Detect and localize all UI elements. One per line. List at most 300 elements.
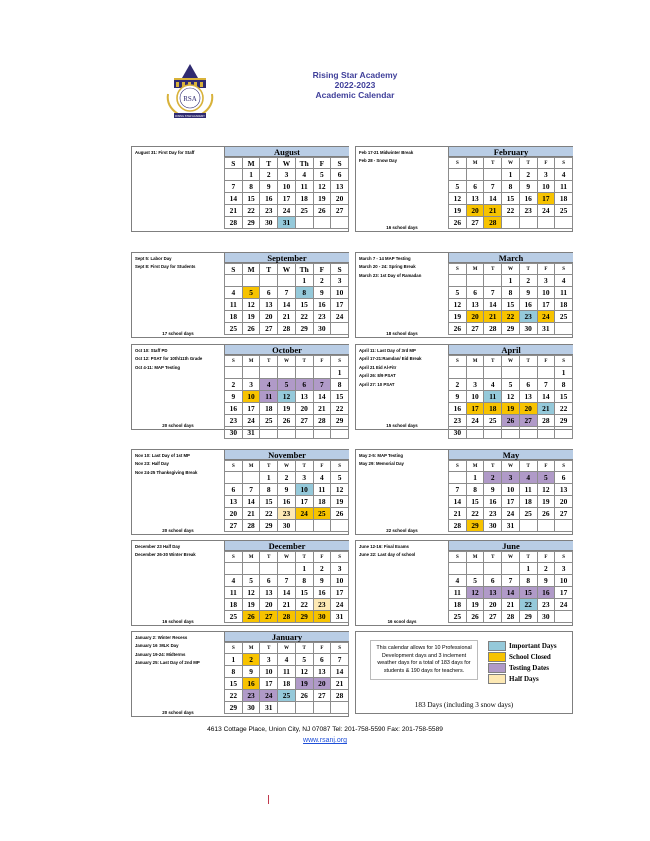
day-cell: 20 [466, 205, 484, 217]
weekday-header: M [466, 461, 484, 472]
day-cell: 21 [225, 205, 243, 217]
day-cell: 26 [466, 611, 484, 623]
weekday-header: Th [295, 158, 313, 169]
weekday-header: S [331, 158, 349, 169]
event-note: Sept 8: First Day for Students [135, 264, 196, 270]
day-cell: 4 [225, 575, 243, 587]
week-row [225, 472, 349, 484]
day-cell: 6 [260, 575, 278, 587]
day-cell: 8 [555, 379, 573, 391]
empty-cell [295, 702, 313, 714]
day-cell: 19 [466, 599, 484, 611]
weekday-header: T [519, 158, 537, 169]
day-cell: 17 [502, 496, 520, 508]
school-days-count: 18 school days [386, 331, 418, 336]
day-cell: 27 [484, 611, 502, 623]
day-cell: 15 [466, 496, 484, 508]
empty-cell [313, 427, 331, 439]
day-cell: 18 [225, 599, 243, 611]
month-grid [448, 263, 573, 335]
day-cell: 4 [519, 472, 537, 484]
day-cell: 30 [278, 520, 296, 532]
day-cell: 13 [295, 391, 313, 403]
week-row [449, 599, 573, 611]
weekday-header: T [260, 264, 278, 275]
day-cell: 30 [537, 611, 555, 623]
day-cell: 3 [295, 472, 313, 484]
month-title: October [224, 345, 349, 355]
day-cell: 29 [555, 415, 573, 427]
day-cell: 18 [555, 299, 573, 311]
day-cell: 14 [278, 299, 296, 311]
weekday-header: F [537, 158, 555, 169]
day-cell: 16 [519, 299, 537, 311]
day-cell: 19 [278, 403, 296, 415]
month-title: January [224, 632, 349, 642]
day-cell: 9 [242, 666, 260, 678]
week-row [449, 323, 573, 335]
day-cell: 14 [225, 193, 243, 205]
event-note: April 17-21:Ramdan/ Eid Break [359, 356, 422, 362]
event-note: January 19-24: Midterms [135, 651, 186, 657]
day-cell: 4 [260, 379, 278, 391]
day-cell: 31 [260, 702, 278, 714]
day-cell: 22 [502, 205, 520, 217]
weekday-header: F [313, 461, 331, 472]
empty-cell [502, 217, 520, 229]
school-name: Rising Star Academy [312, 70, 398, 80]
event-note: January 16 :MLK Day [135, 643, 179, 649]
event-note: March 23: 1st Day of Ramadan [359, 272, 422, 278]
day-cell: 1 [242, 169, 260, 181]
week-row [225, 484, 349, 496]
event-note: January 25: Last Day of 2nd MP [135, 660, 200, 666]
empty-cell [295, 367, 313, 379]
week-row [225, 702, 349, 714]
school-days-count: 16 school days [386, 225, 418, 230]
day-cell: 16 [242, 678, 260, 690]
day-cell: 13 [519, 391, 537, 403]
week-row [449, 508, 573, 520]
day-cell: 4 [278, 654, 296, 666]
day-cell: 6 [555, 472, 573, 484]
day-cell: 9 [484, 484, 502, 496]
day-cell: 18 [278, 678, 296, 690]
day-cell: 17 [555, 587, 573, 599]
week-row [449, 415, 573, 427]
day-cell: 12 [331, 484, 349, 496]
day-cell: 11 [260, 391, 278, 403]
weekday-header: S [449, 356, 467, 367]
day-cell: 9 [537, 575, 555, 587]
week-row [449, 587, 573, 599]
day-cell: 13 [225, 496, 243, 508]
month-grid [224, 551, 349, 623]
legend [488, 640, 570, 684]
academy-crest-logo [160, 58, 220, 120]
empty-cell [225, 367, 243, 379]
week-row [449, 205, 573, 217]
weekday-header: W [278, 552, 296, 563]
day-cell: 30 [260, 217, 278, 229]
weekday-header: W [278, 643, 296, 654]
day-cell: 29 [225, 702, 243, 714]
day-cell: 19 [331, 496, 349, 508]
day-cell: 23 [519, 205, 537, 217]
month-notes [132, 541, 224, 625]
day-cell: 22 [519, 599, 537, 611]
day-cell: 28 [502, 611, 520, 623]
day-cell: 8 [502, 181, 520, 193]
school-days-count: 16 scool days [387, 619, 417, 624]
day-cell: 23 [519, 311, 537, 323]
day-cell: 4 [225, 287, 243, 299]
day-cell: 9 [313, 575, 331, 587]
website-link[interactable]: www.rsanj.org [303, 737, 347, 744]
day-cell: 13 [331, 181, 349, 193]
day-cell: 27 [519, 415, 537, 427]
day-cell: 27 [225, 520, 243, 532]
day-cell: 21 [484, 311, 502, 323]
day-cell: 22 [502, 311, 520, 323]
day-cell: 21 [242, 508, 260, 520]
empty-cell [466, 427, 484, 439]
day-cell: 31 [278, 217, 296, 229]
weekday-header: F [313, 643, 331, 654]
weekday-header: T [484, 552, 502, 563]
day-cell: 6 [331, 169, 349, 181]
day-cell: 21 [502, 599, 520, 611]
day-cell: 20 [260, 311, 278, 323]
weekday-header: M [242, 552, 260, 563]
day-cell: 10 [242, 391, 260, 403]
empty-cell [449, 367, 467, 379]
month-block-january [131, 631, 349, 717]
day-cell: 20 [466, 311, 484, 323]
day-cell: 23 [449, 415, 467, 427]
weekday-header: W [502, 356, 520, 367]
empty-cell [295, 520, 313, 532]
week-row [225, 275, 349, 287]
month-block-october [131, 344, 349, 437]
calendar-header [260, 70, 450, 100]
empty-cell [331, 702, 349, 714]
day-cell: 1 [519, 563, 537, 575]
day-cell: 7 [331, 654, 349, 666]
day-cell: 20 [555, 496, 573, 508]
day-cell: 1 [466, 472, 484, 484]
day-cell: 29 [502, 323, 520, 335]
day-cell: 26 [295, 690, 313, 702]
day-cell: 21 [484, 205, 502, 217]
day-cell: 27 [331, 205, 349, 217]
weekday-header: F [537, 552, 555, 563]
week-row [449, 484, 573, 496]
week-row [225, 611, 349, 623]
event-note: Oct 12: PSAT for 10th/11th Grade [135, 356, 203, 362]
day-cell: 5 [278, 379, 296, 391]
week-row [449, 169, 573, 181]
day-cell: 18 [295, 193, 313, 205]
day-cell: 9 [519, 287, 537, 299]
month-grid [448, 460, 573, 532]
week-row [449, 563, 573, 575]
day-cell: 21 [449, 508, 467, 520]
day-cell: 14 [484, 193, 502, 205]
day-cell: 21 [537, 403, 555, 415]
event-note: April 27: 10 PSAT [359, 381, 395, 387]
weekday-header: S [225, 461, 243, 472]
event-note: Oct 10: Staff PD [135, 348, 168, 353]
month-block-december [131, 540, 349, 626]
day-cell: 26 [242, 611, 260, 623]
day-cell: 31 [502, 520, 520, 532]
day-cell: 28 [537, 415, 555, 427]
day-cell: 3 [331, 563, 349, 575]
day-cell: 25 [225, 611, 243, 623]
day-cell: 23 [260, 205, 278, 217]
day-cell: 25 [555, 205, 573, 217]
legend-swatch-half [488, 674, 506, 684]
school-days-count: 16 school days [162, 619, 194, 624]
weekday-header: T [484, 461, 502, 472]
day-cell: 17 [242, 403, 260, 415]
day-cell: 16 [313, 299, 331, 311]
day-cell: 19 [502, 403, 520, 415]
week-row [449, 427, 573, 439]
day-cell: 8 [295, 287, 313, 299]
day-cell: 7 [225, 181, 243, 193]
month-calendar [224, 632, 349, 716]
week-row [449, 575, 573, 587]
week-row [449, 275, 573, 287]
day-cell: 17 [537, 299, 555, 311]
day-cell: 16 [225, 403, 243, 415]
week-row [225, 563, 349, 575]
month-notes [132, 632, 224, 716]
day-cell: 25 [225, 323, 243, 335]
month-title: August [224, 147, 349, 157]
weekday-header: W [502, 264, 520, 275]
event-note: April 26: 8/9 PSAT [359, 373, 396, 379]
day-cell: 4 [449, 575, 467, 587]
day-cell: 12 [466, 587, 484, 599]
month-calendar [448, 541, 573, 625]
day-cell: 30 [225, 427, 243, 439]
legend-note: This calendar allows for 10 Professional Development days and 3 inclement weather days for a total of 183 days for students & 190 days for teachers. [370, 640, 478, 680]
weekday-header: F [313, 356, 331, 367]
day-cell: 12 [242, 587, 260, 599]
day-cell: 20 [260, 599, 278, 611]
day-cell: 2 [537, 563, 555, 575]
month-notes [132, 345, 224, 429]
day-cell: 23 [242, 690, 260, 702]
legend-item-important: Important Days [488, 640, 570, 651]
legend-item-testing: Testing Dates [488, 662, 570, 673]
weekday-header: S [555, 461, 573, 472]
day-cell: 13 [260, 587, 278, 599]
day-cell: 30 [449, 427, 467, 439]
weekday-header: S [449, 552, 467, 563]
empty-cell [313, 520, 331, 532]
empty-cell [449, 472, 467, 484]
month-title: March [448, 253, 573, 263]
day-cell: 11 [484, 391, 502, 403]
day-cell: 16 [278, 496, 296, 508]
day-cell: 12 [502, 391, 520, 403]
day-cell: 15 [295, 299, 313, 311]
day-cell: 15 [225, 678, 243, 690]
weekday-header: S [225, 158, 243, 169]
day-cell: 3 [502, 472, 520, 484]
empty-cell [484, 275, 502, 287]
empty-cell [313, 702, 331, 714]
day-cell: 26 [242, 323, 260, 335]
day-cell: 28 [225, 217, 243, 229]
weekday-header: T [260, 552, 278, 563]
event-note: May 2-5: MAP Testing [359, 453, 404, 458]
month-title: May [448, 450, 573, 460]
week-row [225, 690, 349, 702]
day-cell: 19 [242, 599, 260, 611]
empty-cell [278, 563, 296, 575]
empty-cell [519, 367, 537, 379]
weekday-header: M [242, 264, 260, 275]
day-cell: 7 [242, 484, 260, 496]
day-cell: 30 [519, 323, 537, 335]
event-note: April 11: Last Day of 3rd MP [359, 348, 416, 353]
empty-cell [225, 169, 243, 181]
month-calendar [224, 253, 349, 337]
day-cell: 25 [555, 311, 573, 323]
school-days-count: 20 school days [162, 528, 194, 533]
day-cell: 1 [502, 169, 520, 181]
week-row [449, 611, 573, 623]
week-row [449, 311, 573, 323]
empty-cell [449, 563, 467, 575]
day-cell: 15 [331, 391, 349, 403]
day-cell: 22 [295, 599, 313, 611]
day-cell: 22 [466, 508, 484, 520]
day-cell: 25 [295, 205, 313, 217]
weekday-header: W [278, 461, 296, 472]
weekday-header: W [278, 356, 296, 367]
month-grid [224, 460, 349, 532]
empty-cell [242, 367, 260, 379]
day-cell: 13 [466, 193, 484, 205]
month-block-march [355, 252, 573, 338]
day-cell: 23 [313, 311, 331, 323]
day-cell: 17 [331, 299, 349, 311]
week-row [225, 403, 349, 415]
weekday-header: S [555, 158, 573, 169]
day-cell: 5 [502, 379, 520, 391]
day-cell: 26 [331, 508, 349, 520]
day-cell: 1 [331, 367, 349, 379]
empty-cell [519, 520, 537, 532]
day-cell: 29 [466, 520, 484, 532]
weekday-header: F [313, 158, 331, 169]
weekday-header: S [331, 356, 349, 367]
empty-cell [313, 217, 331, 229]
day-cell: 13 [555, 484, 573, 496]
day-cell: 29 [260, 520, 278, 532]
day-cell: 12 [295, 666, 313, 678]
empty-cell [449, 275, 467, 287]
day-cell: 20 [519, 403, 537, 415]
weekday-header: T [519, 461, 537, 472]
weekday-header: T [260, 356, 278, 367]
day-cell: 7 [484, 181, 502, 193]
week-row [225, 193, 349, 205]
week-row [225, 496, 349, 508]
day-cell: 8 [519, 575, 537, 587]
day-cell: 1 [260, 472, 278, 484]
day-cell: 5 [466, 575, 484, 587]
day-cell: 28 [278, 611, 296, 623]
day-cell: 18 [260, 403, 278, 415]
day-cell: 1 [295, 275, 313, 287]
week-row [449, 472, 573, 484]
weekday-header: T [484, 158, 502, 169]
day-cell: 23 [537, 599, 555, 611]
week-row [225, 217, 349, 229]
week-row [449, 367, 573, 379]
text-cursor [268, 795, 269, 804]
month-notes [356, 541, 448, 625]
week-row [449, 217, 573, 229]
day-cell: 6 [484, 575, 502, 587]
day-cell: 26 [449, 217, 467, 229]
day-cell: 28 [242, 520, 260, 532]
day-cell: 12 [449, 193, 467, 205]
empty-cell [260, 563, 278, 575]
event-note: Nov 10: Last Day of 1st MP [135, 453, 190, 458]
day-cell: 12 [449, 299, 467, 311]
weekday-header: S [449, 158, 467, 169]
day-cell: 31 [537, 323, 555, 335]
day-cell: 30 [313, 323, 331, 335]
day-cell: 8 [260, 484, 278, 496]
day-cell: 10 [260, 666, 278, 678]
day-cell: 9 [519, 181, 537, 193]
month-grid [448, 355, 573, 439]
day-cell: 27 [260, 323, 278, 335]
day-cell: 16 [537, 587, 555, 599]
day-cell: 11 [313, 484, 331, 496]
day-cell: 1 [225, 654, 243, 666]
weekday-header: T [295, 643, 313, 654]
weekday-header: S [555, 552, 573, 563]
month-notes [356, 450, 448, 534]
day-cell: 25 [313, 508, 331, 520]
day-cell: 7 [449, 484, 467, 496]
day-cell: 8 [242, 181, 260, 193]
day-cell: 9 [313, 287, 331, 299]
day-cell: 15 [519, 587, 537, 599]
event-note: April 21 Eid Al-Fitr [359, 364, 397, 370]
day-cell: 6 [466, 181, 484, 193]
week-row [449, 193, 573, 205]
day-cell: 17 [260, 678, 278, 690]
day-cell: 2 [278, 472, 296, 484]
day-cell: 5 [242, 575, 260, 587]
footer [0, 724, 650, 746]
month-title: February [448, 147, 573, 157]
month-block-june [355, 540, 573, 626]
day-cell: 6 [313, 654, 331, 666]
day-cell: 20 [295, 403, 313, 415]
